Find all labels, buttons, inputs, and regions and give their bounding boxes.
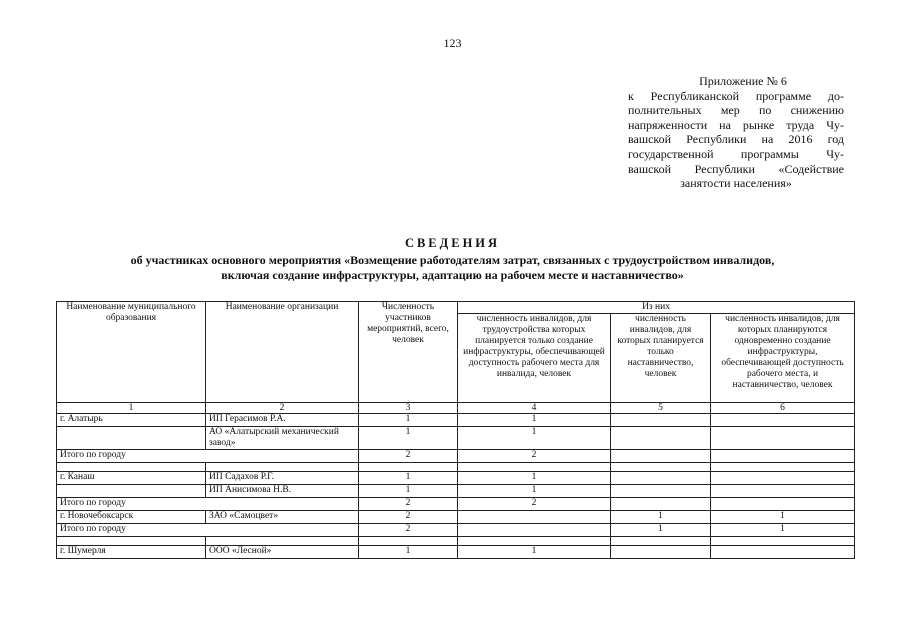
total-row: [57, 524, 855, 537]
table-cell: Итого по городу: [57, 498, 359, 511]
subheading-line: включая создание инфраструктуры, адаптацию на рабочем месте и наставничество»: [221, 267, 684, 282]
column-number: 2: [206, 403, 359, 414]
table-cell: [611, 472, 711, 485]
table-cell: 1: [458, 472, 611, 485]
table-cell: [458, 524, 611, 537]
spacer-row: [57, 463, 855, 472]
column-number: 6: [711, 403, 855, 414]
table-cell: 1: [359, 485, 458, 498]
table-cell: ООО «Лесной»: [206, 546, 359, 559]
table-cell: 1: [359, 546, 458, 559]
appendix-block: [628, 74, 844, 191]
appendix-line: полнительных мер по снижению: [628, 103, 844, 118]
column-number-row: [57, 403, 855, 414]
appendix-line: государственной программы Чу-: [628, 146, 844, 161]
header-infrastructure-only: численность инвалидов, для трудоустройства которых планируется только создание инфраструктуры, обеспечивающей доступность рабочего места для инвалида, человек: [458, 314, 611, 403]
header-organization: Наименование организации: [206, 302, 359, 403]
empty-cell: [611, 463, 711, 472]
table-cell: [711, 472, 855, 485]
empty-cell: [711, 537, 855, 546]
empty-cell: [206, 463, 359, 472]
table-cell: [57, 485, 206, 498]
table-cell: 2: [458, 498, 611, 511]
table-row: [57, 414, 855, 427]
empty-cell: [458, 463, 611, 472]
empty-cell: [611, 537, 711, 546]
table-row: [57, 427, 855, 450]
table-cell: [711, 450, 855, 463]
appendix-line: вашской Республики «Содействие: [628, 161, 844, 176]
empty-cell: [57, 463, 206, 472]
table-cell: 1: [458, 427, 611, 450]
table-cell: Итого по городу: [57, 524, 359, 537]
table-cell: [711, 427, 855, 450]
table-cell: [611, 546, 711, 559]
table-cell: [611, 414, 711, 427]
table-cell: [611, 427, 711, 450]
table-cell: 2: [359, 524, 458, 537]
table-cell: 1: [359, 414, 458, 427]
appendix-line: вашской Республики на 2016 год: [628, 132, 844, 147]
appendix-title: Приложение № 6: [699, 74, 787, 88]
header-participants: Численность участников мероприятий, всего, человек: [359, 302, 458, 403]
page-number: 123: [443, 36, 462, 50]
table-cell: г. Шумерля: [57, 546, 206, 559]
table-row: [57, 485, 855, 498]
table-cell: [711, 485, 855, 498]
column-number: 3: [359, 403, 458, 414]
empty-cell: [359, 463, 458, 472]
header-municipality: Наименование муниципального образования: [57, 302, 206, 403]
appendix-line: занятости населения»: [680, 176, 792, 191]
table-cell: 2: [359, 450, 458, 463]
column-number: 1: [57, 403, 206, 414]
empty-cell: [711, 463, 855, 472]
total-row: [57, 498, 855, 511]
empty-cell: [57, 537, 206, 546]
header-infrastructure-and-mentoring: численность инвалидов, для которых планируются одновременно создание инфраструктуры, обеспечивающей доступность рабочего места, и наставничество, человек: [711, 314, 855, 403]
document-heading: СВЕДЕНИЯ: [404, 236, 501, 250]
header-of-them: Из них: [458, 302, 855, 314]
table-cell: 1: [458, 546, 611, 559]
table-cell: [611, 498, 711, 511]
table-cell: 2: [359, 498, 458, 511]
table-cell: Итого по городу: [57, 450, 359, 463]
table-cell: 2: [458, 450, 611, 463]
header-mentoring-only: численность инвалидов, для которых планируется только наставничество, человек: [611, 314, 711, 403]
table-cell: [711, 414, 855, 427]
table-cell: ИП Герасимов Р.А.: [206, 414, 359, 427]
table-cell: [711, 546, 855, 559]
empty-cell: [206, 537, 359, 546]
table-cell: 1: [359, 472, 458, 485]
table-cell: [711, 498, 855, 511]
subheading-line: об участниках основного мероприятия «Возмещение работодателям затрат, связанных с трудоустройством инвалидов,: [130, 253, 775, 267]
empty-cell: [458, 537, 611, 546]
table-cell: ИП Садахов Р.Г.: [206, 472, 359, 485]
appendix-line: напряженности на рынке труда Чу-: [628, 117, 844, 132]
column-number: 4: [458, 403, 611, 414]
table-cell: 1: [711, 511, 855, 524]
table-cell: 1: [611, 524, 711, 537]
table-row: [57, 472, 855, 485]
document-subheading: [40, 253, 865, 282]
table-cell: ЗАО «Самоцвет»: [206, 511, 359, 524]
table-cell: 1: [359, 427, 458, 450]
spacer-row: [57, 537, 855, 546]
table-cell: [458, 511, 611, 524]
table-cell: 2: [359, 511, 458, 524]
table-cell: г. Алатырь: [57, 414, 206, 427]
table-cell: [611, 450, 711, 463]
table-cell: [611, 485, 711, 498]
total-row: [57, 450, 855, 463]
table-cell: г. Канаш: [57, 472, 206, 485]
table-cell: 1: [458, 485, 611, 498]
empty-cell: [359, 537, 458, 546]
table-cell: АО «Алатырский механический завод»: [206, 427, 359, 450]
table-cell: г. Новочебоксарск: [57, 511, 206, 524]
table-cell: [57, 427, 206, 450]
column-number: 5: [611, 403, 711, 414]
participants-table: [56, 301, 855, 559]
table-cell: 1: [711, 524, 855, 537]
table-cell: ИП Анисимова Н.В.: [206, 485, 359, 498]
appendix-line: к Республиканской программе до-: [628, 88, 844, 103]
table-cell: 1: [611, 511, 711, 524]
table-body: [57, 414, 855, 559]
table-row: [57, 511, 855, 524]
table-row: [57, 546, 855, 559]
table-cell: 1: [458, 414, 611, 427]
